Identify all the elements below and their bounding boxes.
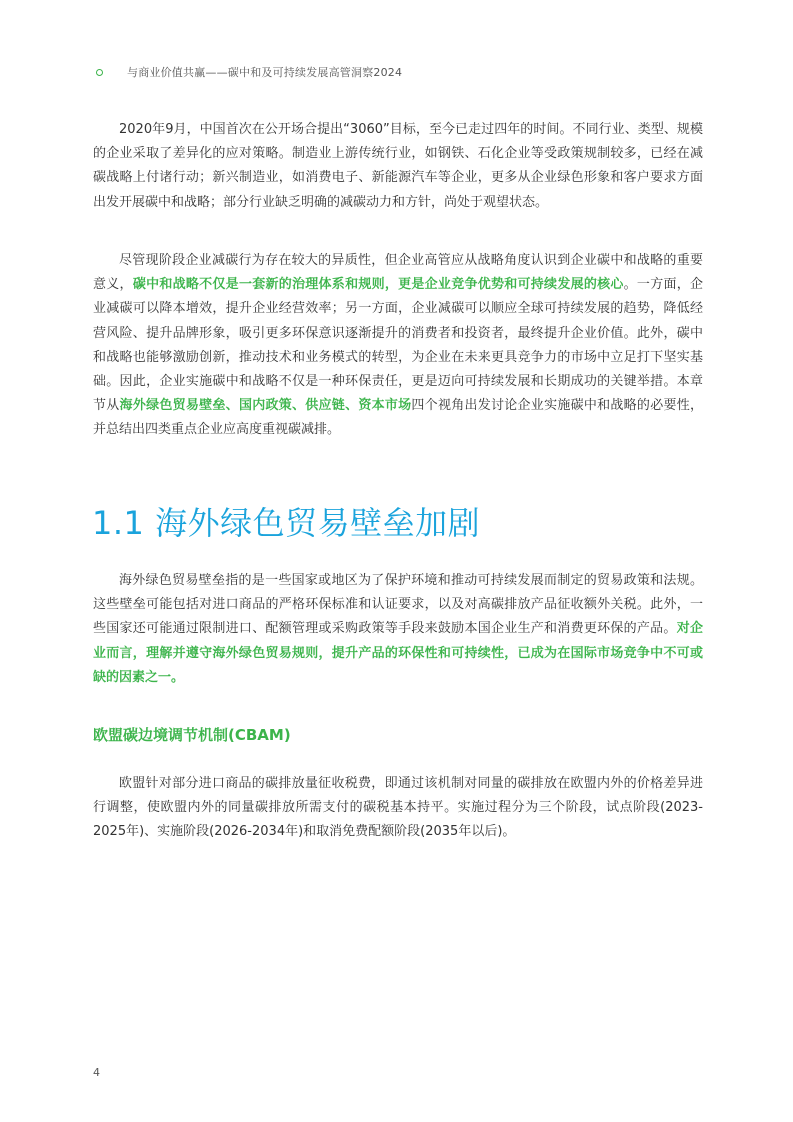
- text-segment: 尽管现阶段企业减碳行为存在较大的异质性，但企业高管应从战略角度认识到企业碳中和战略的重要意义，: [93, 253, 703, 293]
- intro-paragraph-1: [93, 118, 703, 215]
- paragraph: [93, 249, 703, 443]
- paragraph: [93, 118, 703, 215]
- page-number: 4: [93, 1066, 100, 1079]
- subsection-paragraph: [93, 772, 703, 845]
- section-heading: 1.1 海外绿色贸易壁垒加剧: [92, 504, 481, 542]
- highlighted-text: 碳中和战略不仅是一套新的治理体系和规则，更是企业竞争优势和可持续发展的核心: [132, 277, 624, 293]
- highlighted-text: 对企业而言，理解并遵守海外绿色贸易规则，提升产品的环保性和可持续性，已成为在国际市场竞争中不可或缺的因素之一。: [93, 621, 703, 685]
- text-segment: 2020年9月，中国首次在公开场合提出“3060”目标，至今已走过四年的时间。不同行业、类型、规模的企业采取了差异化的应对策略。制造业上游传统行业，如钢铁、石化企业等受政策规制较多，已经在减碳战略上付诸行动；新兴制造业，如消费电子、新能源汽车等企业，更多从企业绿色形象和客户要求方面出发开展碳中和战略；部分行业缺乏明确的减碳动力和方针，尚处于观望状态。: [93, 122, 703, 210]
- paragraph: [93, 772, 703, 845]
- subsection-heading: 欧盟碳边境调节机制(CBAM): [93, 726, 291, 744]
- header-text: 与商业价值共赢——碳中和及可持续发展高管洞察2024: [127, 66, 403, 79]
- text-segment: 欧盟针对部分进口商品的碳排放量征收税费，即通过该机制对同量的碳排放在欧盟内外的价格差异进行调整，使欧盟内外的同量碳排放所需支付的碳税基本持平。实施过程分为三个阶段，试点阶段(2023-2025年)、实施阶段(2026-2034年)和取消免费配额阶段(2035年以后)。: [93, 776, 703, 840]
- running-header: [96, 64, 402, 80]
- text-segment: 海外绿色贸易壁垒指的是一些国家或地区为了保护环境和推动可持续发展而制定的贸易政策和法规。这些壁垒可能包括对进口商品的严格环保标准和认证要求，以及对高碳排放产品征收额外关税。此外，一些国家还可能通过限制进口、配额管理或采购政策等手段来鼓励本国企业生产和消费更环保的产品。: [93, 573, 703, 637]
- text-segment: 四个视角出发讨论企业实施碳中和战略的必要性，并总结出四类重点企业应高度重视碳减排。: [93, 398, 703, 438]
- bullet-circle-icon: [96, 69, 103, 76]
- section-paragraph: [93, 569, 703, 690]
- intro-paragraph-2: [93, 249, 703, 443]
- text-segment: 。一方面，企业减碳可以降本增效，提升企业经营效率；另一方面，企业减碳可以顺应全球可持续发展的趋势，降低经营风险、提升品牌形象，吸引更多环保意识逐渐提升的消费者和投资者，最终提升企业价值。此外，碳中和战略也能够激励创新，推动技术和业务模式的转型，为企业在未来更具竞争力的市场中立足打下坚实基础。因此，企业实施碳中和战略不仅是一种环保责任，更是迈向可持续发展和长期成功的关键举措。本章节从: [93, 277, 703, 414]
- highlighted-text: 海外绿色贸易壁垒、国内政策、供应链、资本市场: [119, 398, 412, 414]
- paragraph: [93, 569, 703, 690]
